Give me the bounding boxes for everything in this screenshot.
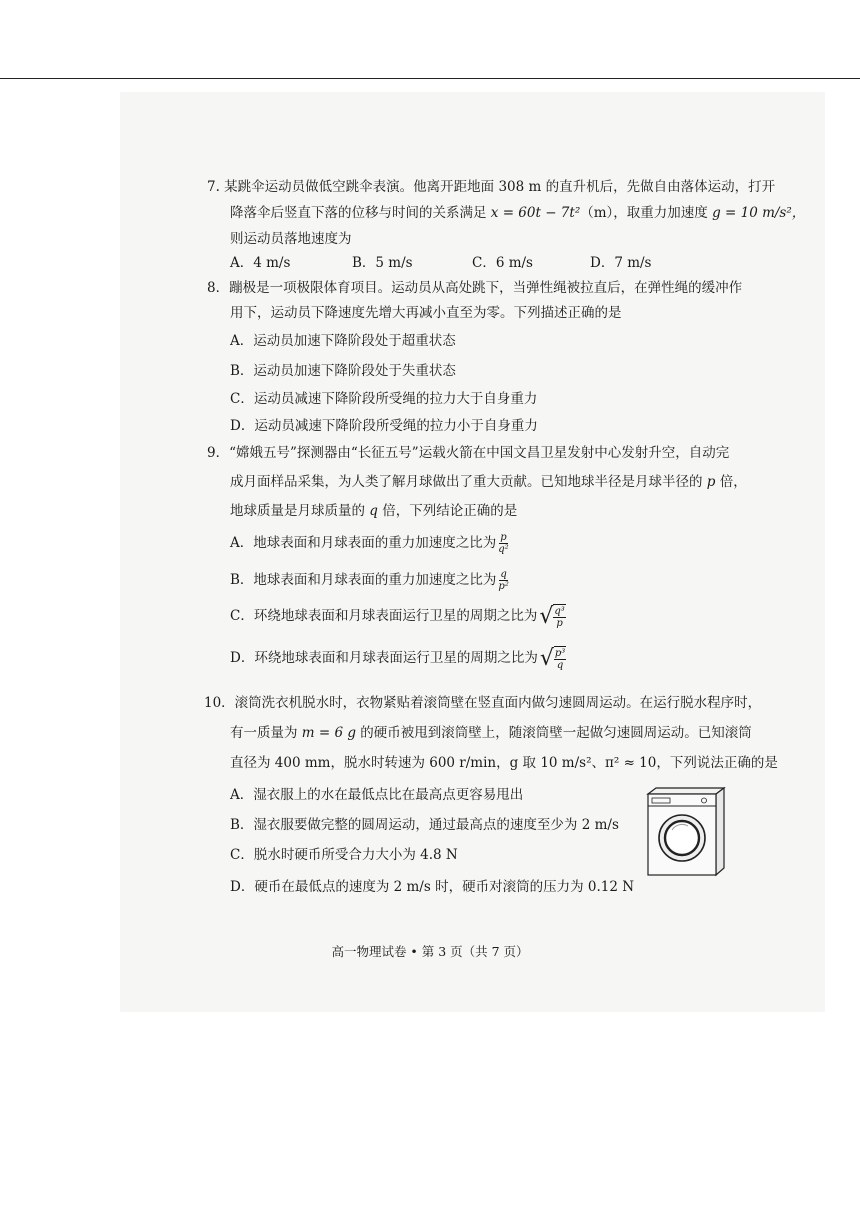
q7-line2 xyxy=(230,204,805,222)
q9-line2-text-b: 倍， xyxy=(715,474,747,490)
q10-option-c: C．脱水时硬币所受合力大小为 4.8 N xyxy=(230,847,458,863)
q10-line2-text-a: 有一质量为 xyxy=(230,725,302,741)
top-rule xyxy=(0,78,860,79)
page-footer: 高一物理试卷 • 第 3 页（共 7 页） xyxy=(331,944,529,959)
q9-option-b-text: B．地球表面和月球表面的重力加速度之比为 xyxy=(230,572,497,588)
q8-option-a: A．运动员加速下降阶段处于超重状态 xyxy=(230,333,456,349)
q7-option-d: D．7 m/s xyxy=(590,255,652,271)
fraction-denominator: p² xyxy=(498,581,509,592)
fraction-denominator: q² xyxy=(498,544,509,555)
q9-option-d-sqrt: √ $\frac{\text{p³}}{q}$ xyxy=(539,645,566,671)
q9-option-a-text: A．地球表面和月球表面的重力加速度之比为 xyxy=(230,535,497,551)
q8-option-c: C．运动员减速下降阶段所受绳的拉力大于自身重力 xyxy=(230,391,538,407)
fraction-numerator: p³ xyxy=(554,648,566,659)
q9-option-b xyxy=(230,569,509,592)
fraction-denominator: p xyxy=(556,618,563,629)
q8-option-b: B．运动员加速下降阶段处于失重状态 xyxy=(230,363,456,379)
q9-option-c xyxy=(230,604,566,629)
q8-line2: 用下，运动员下降速度先增大再减小直至为零。下列描述正确的是 xyxy=(230,305,622,321)
q9-option-c-sqrt: √ $\frac{\text{q³}}{p}$ xyxy=(539,603,565,629)
q9-line2 xyxy=(230,473,747,491)
q9-option-d xyxy=(230,646,566,671)
fraction-numerator: q³ xyxy=(554,606,565,617)
q7-line2-text-a: 降落伞后竖直下落的位移与时间的关系满足 xyxy=(230,205,491,221)
q9-line3-text-a: 地球质量是月球质量的 xyxy=(230,503,370,519)
q7-equation: x = 60t − 7t² xyxy=(490,205,581,221)
q9-line2-text-a: 成月面样品采集，为人类了解月球做出了重大贡献。已知地球半径是月球半径的 xyxy=(230,474,707,490)
q9-option-a xyxy=(230,532,509,555)
q9-var-q: q xyxy=(369,503,378,519)
q10-line2-text-b: 的硬币被甩到滚筒壁上，随滚筒壁一起做匀速圆周运动。已知滚筒 xyxy=(356,725,752,741)
q10-line3: 直径为 400 mm，脱水时转速为 600 r/min，g 取 10 m/s²、π² ≈ 10，下列说法正确的是 xyxy=(230,755,778,771)
fraction-numerator: q xyxy=(500,569,507,580)
fraction-denominator: q xyxy=(556,660,564,671)
q10-mass: m = 6 g xyxy=(301,725,357,741)
q9-option-c-text: C．环绕地球表面和月球表面运行卫星的周期之比为 xyxy=(230,608,538,624)
q7-line2-text-b: （m），取重力加速度 xyxy=(580,205,713,221)
q8-option-d: D．运动员减速下降阶段所受绳的拉力小于自身重力 xyxy=(230,418,538,434)
q10-line2 xyxy=(230,724,752,742)
q7-option-b: B．5 m/s xyxy=(352,255,413,271)
q7-option-a: A．4 m/s xyxy=(230,255,291,271)
q7-line1: 7. 某跳伞运动员做低空跳伞表演。他离开距地面 308 m 的直升机后，先做自由落体运动，打开 xyxy=(207,179,776,195)
q7-gravity: g = 10 m/s²， xyxy=(712,205,806,221)
q8-line1: 8．蹦极是一项极限体育项目。运动员从高处跳下，当弹性绳被拉直后，在弹性绳的缓冲作 xyxy=(207,280,743,296)
q10-option-a: A．湿衣服上的水在最低点比在最高点更容易甩出 xyxy=(230,787,524,803)
washing-machine-icon xyxy=(644,786,726,878)
q9-line3-text-b: 倍，下列结论正确的是 xyxy=(377,503,518,519)
q7-option-c: C．6 m/s xyxy=(472,255,533,271)
fraction-numerator: p xyxy=(500,532,507,543)
q7-line3: 则运动员落地速度为 xyxy=(230,231,352,247)
q9-var-p: p xyxy=(706,474,716,490)
q9-option-a-fraction xyxy=(498,532,508,555)
q9-option-b-fraction xyxy=(498,569,508,592)
q10-line1: 10．滚筒洗衣机脱水时，衣物紧贴着滚筒壁在竖直面内做匀速圆周运动。在运行脱水程序时， xyxy=(204,695,762,711)
q9-line3 xyxy=(230,502,517,520)
q10-option-b: B．湿衣服要做完整的圆周运动，通过最高点的速度至少为 2 m/s xyxy=(230,817,619,833)
q9-line1: 9．“嫦娥五号”探测器由“长征五号”运载火箭在中国文昌卫星发射中心发射升空，自动完 xyxy=(207,445,730,461)
q10-option-d: D．硬币在最低点的速度为 2 m/s 时，硬币对滚筒的压力为 0.12 N xyxy=(230,879,635,895)
q9-option-d-text: D．环绕地球表面和月球表面运行卫星的周期之比为 xyxy=(230,650,538,666)
